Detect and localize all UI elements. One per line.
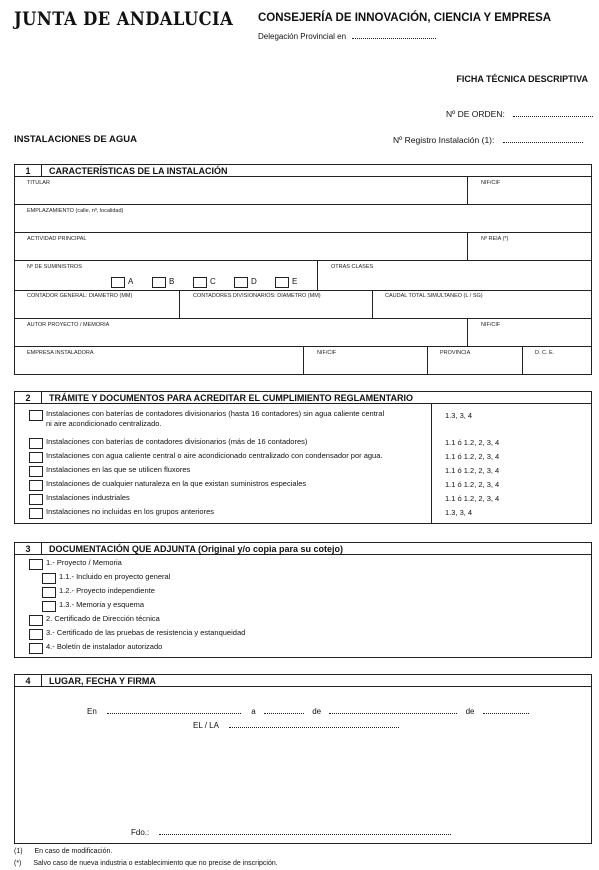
tramite-row-text: Instalaciones no incluidas en los grupos anteriores [46, 507, 215, 516]
tramite-checkbox[interactable] [29, 494, 43, 505]
footnote-mark: (1) [14, 848, 23, 855]
section-number: 3 [15, 543, 42, 555]
contadores-div-field[interactable]: CONTADORES DIVISIONARIOS: DIAMETRO (MM) [193, 293, 321, 299]
firma-field[interactable] [159, 826, 451, 835]
tramite-code: 1.1 ó 1.2, 2, 3, 4 [445, 494, 500, 503]
doc-item-label: 1.1.- Incluido en proyecto general [59, 572, 171, 581]
empresa-field[interactable]: EMPRESA INSTALADORA [27, 350, 94, 356]
doc-item-label: 3.- Certificado de las pruebas de resistencia y estanqueidad [46, 628, 246, 637]
orden-label: Nº DE ORDEN: [446, 109, 505, 119]
doc-checkbox[interactable] [42, 587, 56, 598]
el-la-line [193, 719, 399, 730]
doc-item-label: 1.- Proyecto / Memoria [46, 558, 122, 567]
consejeria-title: CONSEJERÍA DE INNOVACIÓN, CIENCIA Y EMPRESA [258, 12, 552, 24]
de-label: de [312, 707, 322, 716]
section-title: CARACTERÍSTICAS DE LA INSTALACIÓN [49, 166, 228, 176]
a-label: a [251, 707, 256, 716]
titular-field[interactable]: TITULAR [27, 180, 50, 186]
class-e-label: E [292, 277, 298, 286]
class-d-label: D [251, 277, 257, 286]
tramite-text-line: Instalaciones con baterías de contadores divisionarios (hasta 16 contadores) sin agua caliente central [46, 409, 385, 418]
tramite-code: 1.1 ó 1.2, 2, 3, 4 [445, 452, 500, 461]
doc-item-label: 1.3.- Memoria y esquema [59, 600, 145, 609]
delegacion-label: Delegación Provincial en [258, 32, 347, 41]
emplazamiento-field[interactable]: EMPLAZAMIENTO (calle, nº, localidad) [27, 208, 124, 214]
mes-field[interactable] [329, 705, 457, 714]
footnote-2 [14, 860, 278, 867]
nif-titular-field[interactable]: NIF/CIF [481, 180, 501, 186]
registro-line [393, 134, 583, 145]
section-title: TRÁMITE Y DOCUMENTOS PARA ACREDITAR EL CUMPLIMIENTO REGLAMENTARIO [49, 393, 414, 403]
ficha-title: FICHA TÉCNICA DESCRIPTIVA [456, 74, 588, 84]
junta-logo-text: JUNTA DE ANDALUCIA [14, 8, 234, 30]
tramite-row-text: Instalaciones industriales [46, 493, 130, 502]
fdo-line [131, 826, 451, 837]
section-number: 1 [15, 165, 42, 177]
tramite-code: 1.3, 3, 4 [445, 411, 473, 420]
doc-item-label: 1.2.- Proyecto independiente [59, 586, 155, 595]
dia-field[interactable] [264, 705, 304, 714]
class-d-checkbox[interactable] [234, 277, 248, 288]
footnote-text: En caso de modificación. [34, 848, 113, 855]
class-a-label: A [128, 277, 134, 286]
tramite-code: 1.1 ó 1.2, 2, 3, 4 [445, 480, 500, 489]
dce-field[interactable]: D. C. E. [535, 350, 555, 356]
class-c-checkbox[interactable] [193, 277, 207, 288]
footnote-text: Salvo caso de nueva industria o establecimiento que no precise de inscripción. [33, 860, 278, 867]
doc-checkbox[interactable] [29, 629, 43, 640]
class-c-label: C [210, 277, 216, 286]
section-number: 4 [15, 675, 42, 687]
form-title: INSTALACIONES DE AGUA [14, 134, 137, 145]
registro-label: Nº Registro Instalación (1): [393, 135, 495, 145]
orden-field[interactable] [513, 108, 593, 117]
fdo-label: Fdo.: [131, 828, 150, 837]
tramite-code: 1.3, 3, 4 [445, 508, 473, 517]
doc-checkbox[interactable] [29, 643, 43, 654]
doc-checkbox[interactable] [42, 601, 56, 612]
tramite-row-text: Instalaciones con agua caliente central o aire acondicionado centralizado con condensador por agua. [46, 451, 383, 460]
footnote-mark: (*) [14, 860, 22, 867]
delegacion-field[interactable] [352, 30, 436, 39]
tramite-checkbox[interactable] [29, 452, 43, 463]
section-number: 2 [15, 392, 42, 404]
el-la-label: EL / LA [193, 721, 219, 730]
place-date-line [87, 705, 529, 716]
tramite-checkbox[interactable] [29, 438, 43, 449]
tramite-text-line: ni aire acondicionado centralizado. [46, 419, 162, 428]
tramite-checkbox[interactable] [29, 480, 43, 491]
otras-clases-field[interactable]: OTRAS CLASES [331, 264, 374, 270]
anio-field[interactable] [483, 705, 529, 714]
tramite-code: 1.1 ó 1.2, 2, 3, 4 [445, 466, 500, 475]
cargo-field[interactable] [229, 719, 399, 728]
tramite-row-text: Instalaciones con baterías de contadores divisionarios (más de 16 contadores) [46, 437, 308, 446]
en-label: En [87, 707, 97, 716]
contador-general-field[interactable]: CONTADOR GENERAL: DIAMETRO (MM) [27, 293, 133, 299]
caudal-field[interactable]: CAUDAL TOTAL SIMULTANEO (L / SG) [385, 293, 483, 299]
tramite-checkbox[interactable] [29, 466, 43, 477]
suministros-label: Nº DE SUMINISTROS [27, 264, 82, 270]
doc-checkbox[interactable] [29, 615, 43, 626]
section-1-table [14, 176, 592, 375]
tramite-row-text: Instalaciones en las que se utilicen fluxores [46, 465, 191, 474]
de-label: de [465, 707, 475, 716]
delegacion-line [258, 30, 436, 41]
doc-item-label: 2. Certificado de Dirección técnica [46, 614, 160, 623]
registro-field[interactable] [503, 134, 583, 143]
nif-autor-field[interactable]: NIF/CIF [481, 322, 501, 328]
tramite-checkbox[interactable] [29, 508, 43, 519]
tramite-checkbox[interactable] [29, 410, 43, 421]
class-b-checkbox[interactable] [152, 277, 166, 288]
actividad-field[interactable]: ACTIVIDAD PRINCIPAL [27, 236, 87, 242]
lugar-field[interactable] [107, 705, 241, 714]
autor-field[interactable]: AUTOR PROYECTO / MEMORIA [27, 322, 110, 328]
tramite-row-text: Instalaciones de cualquier naturaleza en la que existan suministros especiales [46, 479, 307, 488]
provincia-field[interactable]: PROVINCIA [440, 350, 471, 356]
section-title: LUGAR, FECHA Y FIRMA [49, 676, 156, 686]
nrea-field[interactable]: Nº REIA (*) [481, 236, 509, 242]
section-4-signature-box [14, 686, 592, 844]
footnote-1 [14, 848, 112, 855]
orden-line [446, 108, 593, 119]
nif-empresa-field[interactable]: NIF/CIF [317, 350, 337, 356]
section-title: DOCUMENTACIÓN QUE ADJUNTA (Original y/o copia para su cotejo) [49, 544, 344, 554]
class-b-label: B [169, 277, 175, 286]
tramite-code: 1.1 ó 1.2, 2, 3, 4 [445, 438, 500, 447]
class-e-checkbox[interactable] [275, 277, 289, 288]
section-3-table [14, 554, 592, 658]
doc-checkbox[interactable] [42, 573, 56, 584]
section-2-table [14, 403, 592, 524]
doc-checkbox[interactable] [29, 559, 43, 570]
tramite-row-text [46, 409, 384, 429]
doc-item-label: 4.- Boletín de instalador autorizado [46, 642, 163, 651]
class-a-checkbox[interactable] [111, 277, 125, 288]
